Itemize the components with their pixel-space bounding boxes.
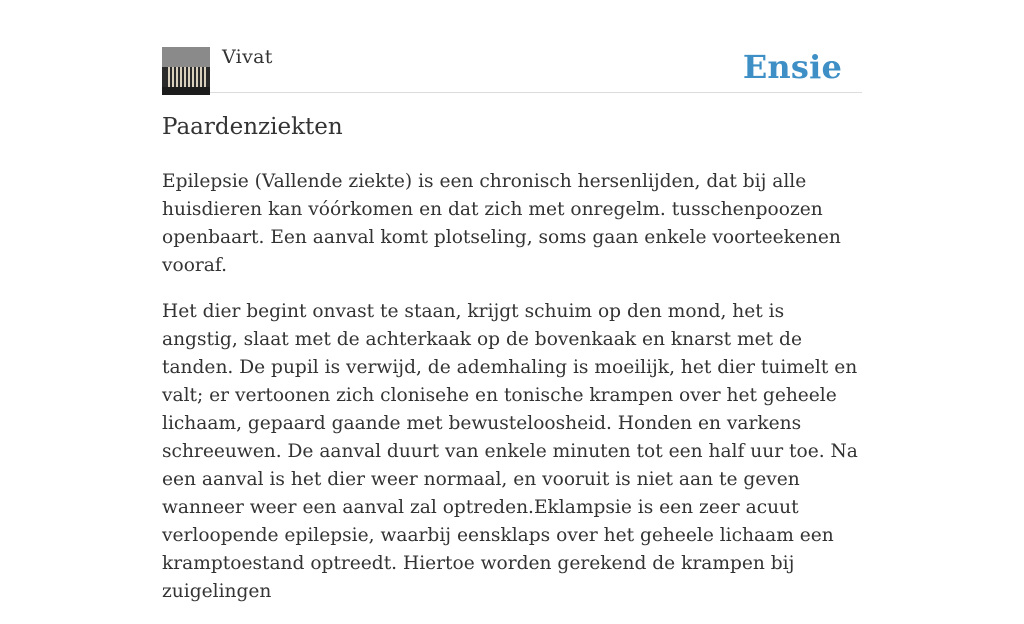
brand-logo[interactable]: Ensie [742,48,842,86]
paragraph: Epilepsie (Vallende ziekte) is een chronisch hersenlijden, dat bij alle huisdieren kan vóórkomen en dat zich met onregelm. tusschenpoozen openbaart. Een aanval komt plotseling, soms gaan enkele voorteekenen vooraf. [162,171,841,276]
avatar[interactable] [162,47,210,95]
paragraph: Het dier begint onvast te staan, krijgt schuim op den mond, het is angstig, slaat met de achterkaak op de bovenkaak en knarst met de tanden. De pupil is verwijd, de ademhaling is moeilijk, het dier tuimelt en valt; er vertoonen zich clonisehe en tonische krampen over het geheele lichaam, gepaard gaande met bewusteloosheid. Honden en varkens schreeuwen. De aanval duurt van enkele minuten tot een half uur toe. Na een aanval is het dier weer normaal, en vooruit is niet aan te geven wanneer weer een aanval zal optreden.Eklampsie is een zeer acuut verloopende epilepsie, waarbij eensklaps over het geheele lichaam een kramptoestand optreedt. Hiertoe worden gerekend de krampen bij zuigelingen [162,301,858,602]
article-title: Paardenziekten [162,114,343,140]
header [162,46,862,93]
avatar-image [162,47,210,95]
author-name[interactable]: Vivat [222,46,273,68]
article-body [162,168,862,624]
